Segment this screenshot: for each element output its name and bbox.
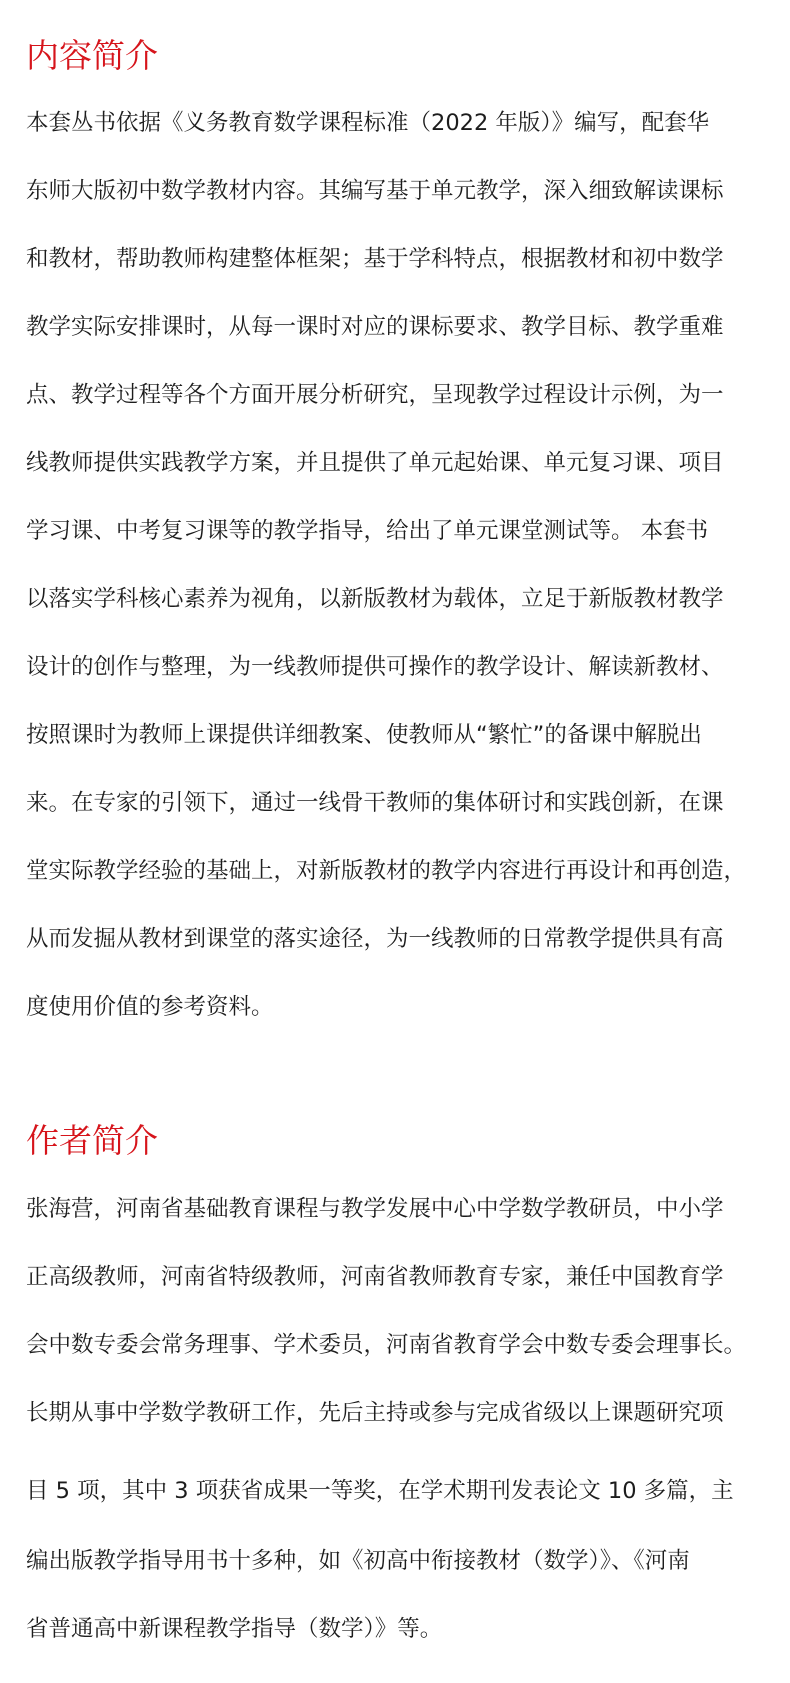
author-line: 编出版教学指导用书十多种，如《初高中衔接教材（数学）》、《河南 [26,1548,690,1574]
intro-line: 从而发掘从教材到课堂的落实途径，为一线教师的日常教学提供具有高 [26,926,724,952]
intro-line: 堂实际教学经验的基础上，对新版教材的教学内容进行再设计和再创造， [26,858,747,884]
intro-line: 学习课、中考复习课等的教学指导，给出了单元课堂测试等。 本套书 [26,518,709,544]
intro-line: 本套丛书依据《义务教育数学课程标准（2022 年版）》编写，配套华 [26,110,710,136]
intro-heading: 内容简介 [26,36,158,75]
author-line: 张海营，河南省基础教育课程与教学发展中心中学数学教研员，中小学 [26,1196,724,1222]
author-line: 会中数专委会常务理事、学术委员，河南省教育学会中数专委会理事长。 [26,1332,747,1358]
intro-line: 以落实学科核心素养为视角，以新版教材为载体，立足于新版教材教学 [26,586,724,612]
author-line: 省普通高中新课程教学指导（数学）》等。 [26,1616,443,1642]
author-line: 长期从事中学数学教研工作，先后主持或参与完成省级以上课题研究项 [26,1400,724,1426]
intro-line: 和教材，帮助教师构建整体框架；基于学科特点，根据教材和初中数学 [26,246,724,272]
author-heading: 作者简介 [26,1121,158,1160]
author-line: 目 5 项，其中 3 项获省成果一等奖，在学术期刊发表论文 10 多篇，主 [26,1478,734,1504]
intro-line: 线教师提供实践教学方案，并且提供了单元起始课、单元复习课、项目 [26,450,724,476]
intro-line: 按照课时为教师上课提供详细教案、使教师从“繁忙”的备课中解脱出 [26,722,702,748]
intro-line: 设计的创作与整理，为一线教师提供可操作的教学设计、解读新教材、 [26,654,724,680]
author-line: 正高级教师，河南省特级教师，河南省教师教育专家，兼任中国教育学 [26,1264,724,1290]
intro-line: 来。在专家的引领下，通过一线骨干教师的集体研讨和实践创新，在课 [26,790,724,816]
intro-line: 东师大版初中数学教材内容。其编写基于单元教学，深入细致解读课标 [26,178,724,204]
intro-line: 点、教学过程等各个方面开展分析研究，呈现教学过程设计示例，为一 [26,382,724,408]
intro-line: 教学实际安排课时，从每一课时对应的课标要求、教学目标、教学重难 [26,314,724,340]
intro-line: 度使用价值的参考资料。 [26,994,274,1020]
